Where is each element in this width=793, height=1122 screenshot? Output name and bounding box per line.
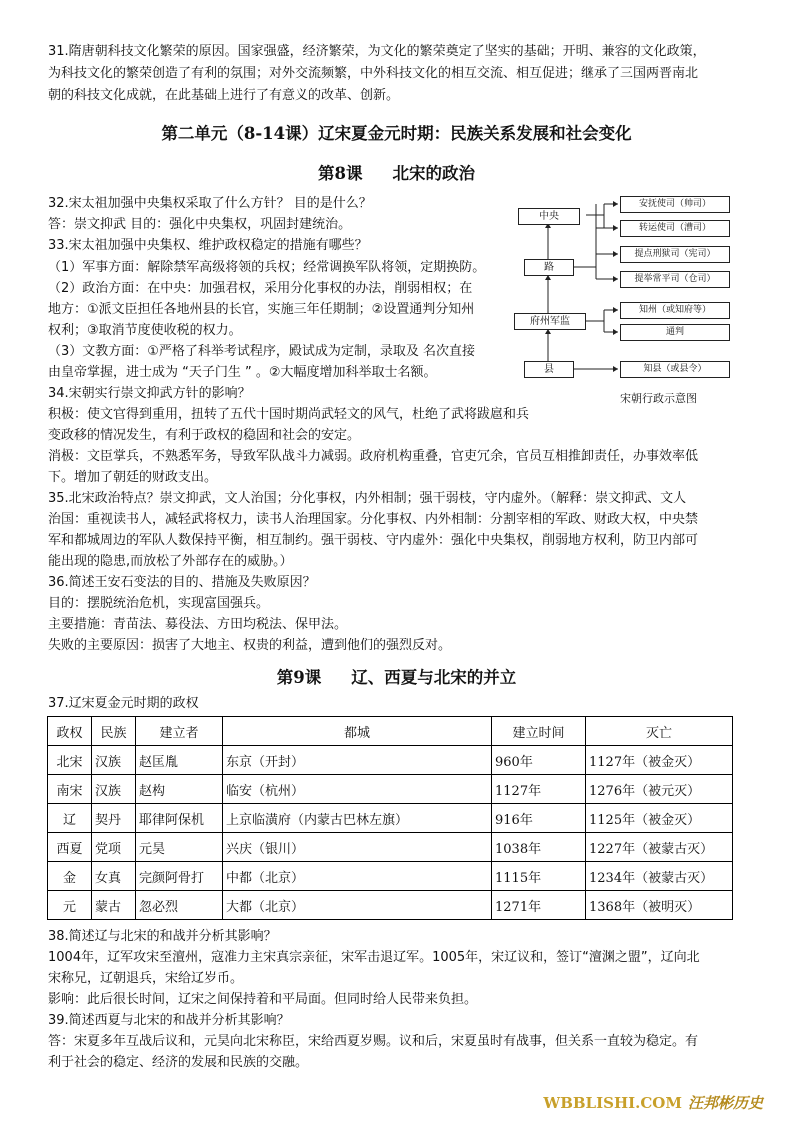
lesson8-title: 北宋的政治 bbox=[392, 164, 475, 183]
q38-question: 38.简述辽与北宋的和战并分析其影响？ bbox=[48, 929, 277, 944]
cell-ethnic: 汉族 bbox=[92, 775, 136, 804]
cell-ethnic: 女真 bbox=[92, 862, 136, 891]
q36-line3: 失败的主要原因：损害了大地主、权贵的利益，遭到他们的强烈反对。 bbox=[48, 638, 452, 653]
unit-title: 第二单元（8-14课）辽宋夏金元时期：民族关系发展和社会变化 bbox=[161, 124, 632, 143]
cell-capital: 中都（北京） bbox=[223, 862, 492, 891]
cell-founder: 赵匡胤 bbox=[136, 746, 223, 775]
col-header: 建立时间 bbox=[492, 717, 586, 746]
cell-regime: 元 bbox=[48, 891, 92, 920]
node-zhuanyun: 转运使司（漕司） bbox=[620, 220, 730, 237]
cell-founded: 916年 bbox=[492, 804, 586, 833]
q32-question: 32.宋太祖加强中央集权采取了什么方针？ 目的是什么？ bbox=[48, 196, 372, 211]
cell-founded: 960年 bbox=[492, 746, 586, 775]
cell-capital: 临安（杭州） bbox=[223, 775, 492, 804]
node-zhizhou: 知州（或知府等） bbox=[620, 302, 730, 319]
q31-line3: 朝的科技文化成就，在此基础上进行了有意义的改革、创新。 bbox=[48, 88, 400, 103]
cell-ethnic: 汉族 bbox=[92, 746, 136, 775]
q36-line2: 主要措施：青苗法、募役法、方田均税法、保甲法。 bbox=[48, 617, 348, 632]
col-header: 民族 bbox=[92, 717, 136, 746]
site-watermark bbox=[543, 1092, 763, 1113]
cell-regime: 金 bbox=[48, 862, 92, 891]
cell-ethnic: 蒙古 bbox=[92, 891, 136, 920]
q38-line1: 1004年，辽军攻宋至澶州，寇准力主宋真宗亲征，宋军击退辽军。1005年，宋辽议和，签订“澶渊之盟”，辽向北 bbox=[48, 950, 700, 965]
q32-answer: 答：崇文抑武 目的：强化中央集权，巩固封建统治。 bbox=[48, 217, 352, 232]
node-central: 中央 bbox=[518, 208, 580, 225]
regimes-table bbox=[47, 716, 733, 920]
cell-fall: 1276年（被元灭） bbox=[586, 775, 733, 804]
q33-line3: 地方：①派文臣担任各地州县的长官，实施三年任期制；②设置通判分知州 bbox=[48, 302, 475, 317]
lesson8-number: 第8课 bbox=[318, 164, 363, 183]
node-lu: 路 bbox=[524, 259, 574, 276]
q35-line2: 治国：重视读书人，减轻武将权力，读书人治理国家。分化事权、内外相制：分割宰相的军政、财政大权，中央禁 bbox=[48, 512, 699, 527]
cell-founder: 耶律阿保机 bbox=[136, 804, 223, 833]
q34-question: 34.宋朝实行崇文抑武方针的影响？ bbox=[48, 386, 251, 401]
node-anfu: 安抚使司（帅司） bbox=[620, 196, 730, 213]
song-admin-diagram bbox=[512, 192, 744, 384]
q39-line2: 利于社会的稳定、经济的发展和民族的交融。 bbox=[48, 1055, 309, 1070]
q39-question: 39.简述西夏与北宋的和战并分析其影响？ bbox=[48, 1013, 290, 1028]
cell-fall: 1234年（被蒙古灭） bbox=[586, 862, 733, 891]
q37-question: 37.辽宋夏金元时期的政权 bbox=[48, 696, 199, 711]
table-row bbox=[48, 833, 733, 862]
site-url: WBBLISHI.COM bbox=[543, 1094, 682, 1112]
table-header-row bbox=[48, 717, 733, 746]
diagram-caption: 宋朝行政示意图 bbox=[620, 392, 697, 405]
col-header: 政权 bbox=[48, 717, 92, 746]
table-row bbox=[48, 775, 733, 804]
node-zhixian: 知县（或县令） bbox=[620, 361, 730, 378]
q31-line1: 31.隋唐朝科技文化繁荣的原因。国家强盛，经济繁荣，为文化的繁荣奠定了坚实的基础；开明、兼容的文化政策， bbox=[48, 44, 706, 59]
q38-line2: 宋称兄，辽朝退兵，宋给辽岁币。 bbox=[48, 971, 244, 986]
node-xian: 县 bbox=[524, 361, 574, 378]
cell-founder: 完颜阿骨打 bbox=[136, 862, 223, 891]
q33-question: 33.宋太祖加强中央集权、维护政权稳定的措施有哪些？ bbox=[48, 238, 368, 253]
cell-capital: 兴庆（银川） bbox=[223, 833, 492, 862]
author-signature: 汪邦彬历史 bbox=[687, 1094, 763, 1112]
q36-line1: 目的：摆脱统治危机，实现富国强兵。 bbox=[48, 596, 270, 611]
lesson8-heading bbox=[0, 160, 793, 184]
q33-line1: （1）军事方面：解除禁军高级将领的兵权；经常调换军队将领，定期换防。 bbox=[48, 260, 486, 275]
q36-question: 36.简述王安石变法的目的、措施及失败原因？ bbox=[48, 575, 316, 590]
cell-regime: 西夏 bbox=[48, 833, 92, 862]
node-tijuchangping: 提举常平司（仓司） bbox=[620, 271, 730, 288]
cell-regime: 辽 bbox=[48, 804, 92, 833]
cell-capital: 上京临潢府（内蒙古巴林左旗） bbox=[223, 804, 492, 833]
table-row bbox=[48, 891, 733, 920]
lesson9-heading bbox=[0, 664, 793, 688]
cell-fall: 1368年（被明灭） bbox=[586, 891, 733, 920]
node-tidianxingyu: 提点刑狱司（宪司） bbox=[620, 246, 730, 263]
lesson9-number: 第9课 bbox=[276, 668, 322, 687]
cell-regime: 南宋 bbox=[48, 775, 92, 804]
q33-line6: 由皇帝掌握，进士成为 “天子门生 ” 。②大幅度增加科举取士名额。 bbox=[48, 365, 437, 380]
cell-founder: 元昊 bbox=[136, 833, 223, 862]
table-row bbox=[48, 862, 733, 891]
q33-line5: （3）文教方面：①严格了科举考试程序，殿试成为定制，录取及 名次直接 bbox=[48, 344, 476, 359]
cell-founder: 忽必烈 bbox=[136, 891, 223, 920]
table-row bbox=[48, 746, 733, 775]
node-fuzhou: 府州军监 bbox=[514, 313, 586, 330]
q34-line4: 下。增加了朝廷的财政支出。 bbox=[48, 470, 218, 485]
cell-fall: 1227年（被蒙古灭） bbox=[586, 833, 733, 862]
col-header: 建立者 bbox=[136, 717, 223, 746]
col-header: 灭亡 bbox=[586, 717, 733, 746]
cell-regime: 北宋 bbox=[48, 746, 92, 775]
cell-founded: 1038年 bbox=[492, 833, 586, 862]
q34-line1: 积极：使文官得到重用，扭转了五代十国时期尚武轻文的风气，杜绝了武将跋扈和兵 bbox=[48, 407, 530, 422]
q39-line1: 答：宋夏多年互战后议和，元昊向北宋称臣，宋给西夏岁赐。议和后，宋夏虽时有战事，但关系一直较为稳定。有 bbox=[48, 1034, 699, 1049]
q35-line1: 35.北宋政治特点？崇文抑武，文人治国；分化事权，内外相制；强干弱枝，守内虚外。（解释：崇文抑武、文人 bbox=[48, 491, 687, 506]
cell-capital: 大都（北京） bbox=[223, 891, 492, 920]
cell-founded: 1115年 bbox=[492, 862, 586, 891]
cell-founded: 1127年 bbox=[492, 775, 586, 804]
cell-ethnic: 党项 bbox=[92, 833, 136, 862]
node-tongpan: 通判 bbox=[620, 324, 730, 341]
q33-line4: 权利；③取消节度使收税的权力。 bbox=[48, 323, 242, 338]
cell-founder: 赵构 bbox=[136, 775, 223, 804]
cell-ethnic: 契丹 bbox=[92, 804, 136, 833]
cell-fall: 1125年（被金灭） bbox=[586, 804, 733, 833]
cell-fall: 1127年（被金灭） bbox=[586, 746, 733, 775]
q31-line2: 为科技文化的繁荣创造了有利的氛围；对外交流频繁，中外科技文化的相互交流、相互促进；继承了三国两晋南北 bbox=[48, 66, 699, 81]
q34-line2: 变政移的情况发生，有利于政权的稳固和社会的安定。 bbox=[48, 428, 361, 443]
q35-line3: 军和都城周边的军队人数保持平衡，相互制约。强干弱枝、守内虚外：强化中央集权，削弱地方权利，防卫内部可 bbox=[48, 533, 699, 548]
q38-line3: 影响：此后很长时间，辽宋之间保持着和平局面。但同时给人民带来负担。 bbox=[48, 992, 478, 1007]
q34-line3: 消极：文臣掌兵，不熟悉军务，导致军队战斗力减弱。政府机构重叠，官吏冗余，官员互相推卸责任，办事效率低 bbox=[48, 449, 699, 464]
cell-capital: 东京（开封） bbox=[223, 746, 492, 775]
q35-line4: 能出现的隐患,而放松了外部存在的威胁。） bbox=[48, 554, 293, 569]
col-header: 都城 bbox=[223, 717, 492, 746]
cell-founded: 1271年 bbox=[492, 891, 586, 920]
q33-line2: （2）政治方面：在中央：加强君权，采用分化事权的办法，削弱相权；在 bbox=[48, 281, 473, 296]
lesson9-title: 辽、西夏与北宋的并立 bbox=[351, 668, 517, 687]
table-row bbox=[48, 804, 733, 833]
